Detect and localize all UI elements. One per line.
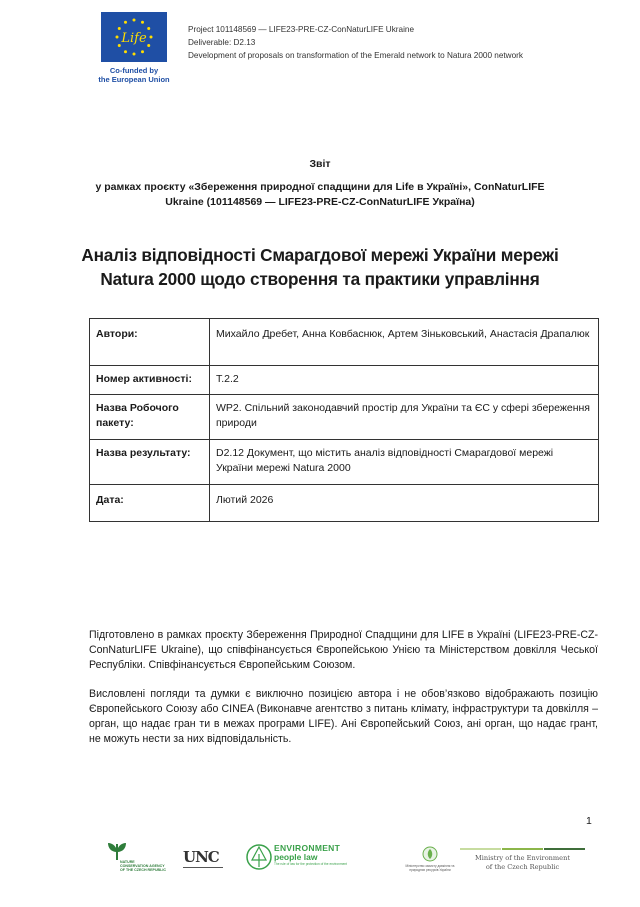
project-header <box>188 23 523 62</box>
table-value: WP2. Спільний законодавчий простір для України та ЄС у сфері збереження природи <box>210 395 599 440</box>
nca-line2: CONSERVATION AGENCY <box>120 864 165 868</box>
table-label: Назва Робочого пакету: <box>90 395 210 440</box>
eu-star-icon <box>147 27 150 30</box>
table-value: D2.12 Документ, що містить аналіз відповідності Смарагдової мережі України мережі Natura 2000 <box>210 440 599 485</box>
cofunded-line1: Co-funded by <box>109 66 159 75</box>
nca-line1: NATURE <box>120 860 135 864</box>
table-row-activity <box>90 366 599 395</box>
table-value: Михайло Дребет, Анна Ковбаснюк, Артем Зіньковський, Анастасія Драпалюк <box>210 319 599 366</box>
project-line: Project 101148569 — LIFE23-PRE-CZ-ConNaturLIFE Ukraine <box>188 25 415 34</box>
table-row-authors <box>90 319 599 366</box>
document-info-table <box>89 318 599 522</box>
cofunded-label <box>92 66 176 84</box>
epl-tagline: The rule of law for the protection of the environment <box>274 862 347 866</box>
eu-star-icon <box>141 50 144 53</box>
title-line2: Natura 2000 щодо створення та практики управління <box>100 269 540 289</box>
eu-star-icon <box>124 21 127 24</box>
deliverable-line: Deliverable: D2.13 <box>188 38 256 47</box>
development-line: Development of proposals on transformation of the Emerald network to Natura 2000 network <box>188 51 523 60</box>
stripe-decoration <box>460 848 585 850</box>
page-number: 1 <box>586 815 592 827</box>
eu-star-icon <box>141 21 144 24</box>
ministry-ukraine-text: Міністерство захисту довкілля та природних ресурсів України <box>405 864 455 872</box>
tree-emblem-icon <box>246 842 272 874</box>
ministry-czech-line2: of the Czech Republic <box>485 863 560 871</box>
table-label: Назва результату: <box>90 440 210 485</box>
eu-star-icon <box>116 36 119 39</box>
table-label: Дата: <box>90 485 210 522</box>
subtitle-line1: у рамках проєкту «Збереження природної спадщини для Life в Україні», ConNaturLIFE <box>95 181 545 193</box>
eu-star-icon <box>147 44 150 47</box>
life-text: Life <box>121 31 147 46</box>
title-line1: Аналіз відповідності Смарагдової мережі України мережі <box>81 245 559 265</box>
document-title <box>80 243 560 291</box>
eu-star-icon <box>124 50 127 53</box>
eu-star-icon <box>118 44 121 47</box>
project-subtitle <box>80 180 560 210</box>
environment-people-law-logo <box>246 842 356 878</box>
epl-line1: ENVIRONMENT <box>274 843 341 853</box>
subtitle-line2: Ukraine (101148569 — LIFE23-PRE-CZ-ConNaturLIFE Україна) <box>165 196 475 208</box>
eu-star-icon <box>133 19 136 22</box>
unc-text: UNC <box>183 848 219 866</box>
ministry-ukraine-logo <box>402 846 458 882</box>
eu-star-icon <box>118 27 121 30</box>
table-value: Лютий 2026 <box>210 485 599 522</box>
funding-paragraph: Підготовлено в рамках проєкту Збереження Природної Спадщини для LIFE в Україні (LIFE23-PRE-CZ-ConNaturLIFE Ukraine), що співфінансується Європейською Унією та Міністерством довкілля Чеської Республіки. Співфінансується Європейським Союзом. <box>89 629 598 671</box>
eu-star-icon <box>150 36 153 39</box>
cofunded-line2: the European Union <box>98 75 170 84</box>
epl-line2: people law <box>274 852 318 862</box>
table-value: T.2.2 <box>210 366 599 395</box>
table-label: Номер активності: <box>90 366 210 395</box>
nca-line3: OF THE CZECH REPUBLIC <box>120 868 166 872</box>
leaf-icon <box>106 840 128 862</box>
ministry-czech-line1: Ministry of the Environment <box>475 854 570 862</box>
ministry-emblem-icon <box>422 846 438 862</box>
table-row-result <box>90 440 599 485</box>
table-row-date <box>90 485 599 522</box>
ministry-czech-logo <box>460 848 585 880</box>
unc-logo <box>183 848 225 872</box>
table-row-work-package <box>90 395 599 440</box>
eu-life-logo <box>101 12 167 62</box>
eu-star-icon <box>133 53 136 56</box>
eu-stars-icon <box>101 12 167 62</box>
nature-conservation-agency-logo <box>104 840 174 876</box>
report-label: Звіт <box>309 158 331 170</box>
table-label: Автори: <box>90 319 210 366</box>
disclaimer-paragraph: Висловлені погляди та думки є виключно позицією автора і не обов’язково відображають позицію Європейського Союзу або CINEA (Виконавче агентство з питань клімату, інфраструктури та довкілля – орган, що надає гран ти в межах програми LIFE). Ані Європейський Союз, ані орган, що надає грант, не можуть нести за них відповідальність. <box>89 688 598 745</box>
